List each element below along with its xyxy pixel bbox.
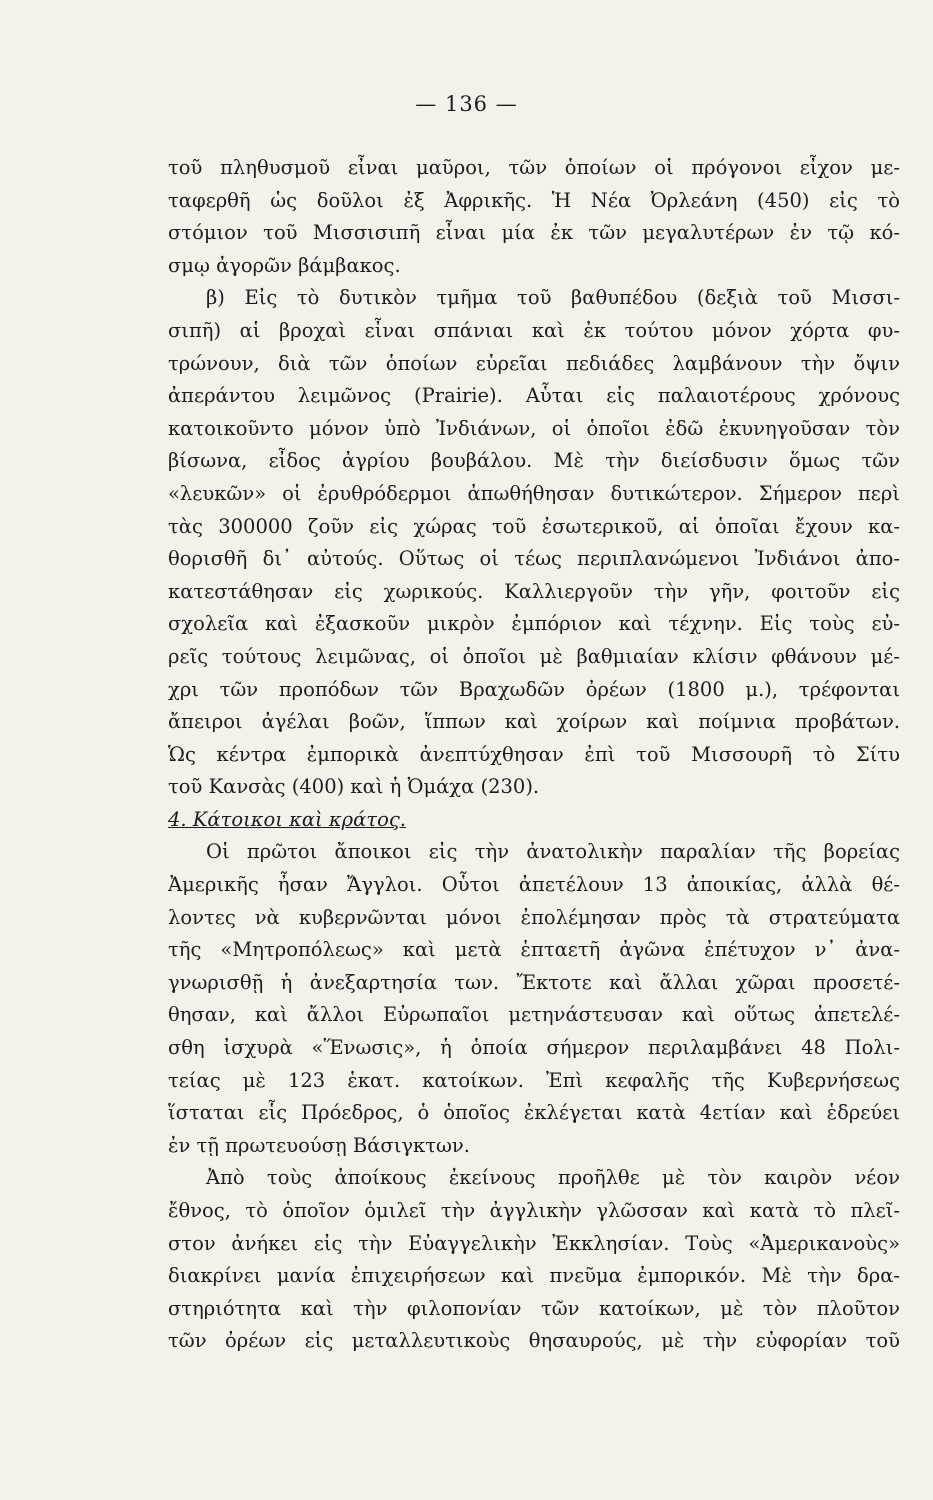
text-line: τοῦ πληθυσμοῦ εἶναι μαῦροι, τῶν ὁποίων οἱ πρόγονοι εἶχον με- xyxy=(168,156,900,179)
text-line: τῶν ὀρέων εἰς μεταλλευτικοὺς θησαυρούς, μὲ τὴν εὐφορίαν τοῦ xyxy=(168,1329,900,1353)
text-line: τείας μὲ 123 ἑκατ. κατοίκων. Ἐπὶ κεφαλῆς τῆς Κυβερνήσεως xyxy=(168,1068,900,1092)
text-line: λοντες νὰ κυβερνῶνται μόνοι ἐπολέμησαν πρὸς τὰ στρατεύματα xyxy=(168,905,900,929)
text-line: Οἱ πρῶτοι ἄποικοι εἰς τὴν ἀνατολικὴν παραλίαν τῆς βορείας xyxy=(206,840,900,864)
text-line: σιπῆ) αἱ βροχαὶ εἶναι σπάνιαι καὶ ἐκ τούτου μόνον χόρτα φυ- xyxy=(168,318,900,342)
section-heading-text: 4. Κάτοικοι καὶ κράτος. xyxy=(168,807,406,831)
text-line: Ἀπὸ τοὺς ἀποίκους ἐκείνους προῆλθε μὲ τὸν καιρὸν νέον xyxy=(206,1166,900,1190)
page-number: — 136 — xyxy=(415,92,518,116)
body-text xyxy=(168,152,900,1358)
text-line: γνωρισθῇ ἡ ἀνεξαρτησία των. Ἔκτοτε καὶ ἄλλαι χῶραι προσετέ- xyxy=(168,970,900,994)
text-line: ἀπεράντου λειμῶνος (Prairie). Αὗται εἰς παλαιοτέρους χρόνους xyxy=(168,384,900,408)
text-line: θησαν, καὶ ἄλλοι Εὐρωπαῖοι μετηνάστευσαν καὶ οὕτως ἀπετελέ- xyxy=(168,1003,900,1027)
text-line: τοῦ Κανσὰς (400) καὶ ἡ Ὀμάχα (230). xyxy=(168,775,540,799)
text-line: κατοικοῦντο μόνον ὑπὸ Ἰνδιάνων, οἱ ὁποῖοι ἐδῶ ἐκυνηγοῦσαν τὸν xyxy=(168,416,900,440)
section-heading xyxy=(168,804,900,837)
text-line: διακρίνει μανία ἐπιχειρήσεων καὶ πνεῦμα ἐμπορικόν. Μὲ τὴν δρα- xyxy=(168,1264,900,1288)
text-line: στηριότητα καὶ τὴν φιλοπονίαν τῶν κατοίκων, μὲ τὸν πλοῦτον xyxy=(168,1296,900,1320)
text-line: «λευκῶν» οἱ ἐρυθρόδερμοι ἀπωθήθησαν δυτικώτερον. Σήμερον περὶ xyxy=(168,481,900,505)
text-line: τρώνουν, διὰ τῶν ὁποίων εὑρεῖαι πεδιάδες λαμβάνουν τὴν ὄψιν xyxy=(168,351,900,375)
text-line: τῆς «Μητροπόλεως» καὶ μετὰ ἑπταετῆ ἀγῶνα ἐπέτυχον ν᾿ ἀνα- xyxy=(168,938,900,962)
text-line: στον ἀνήκει εἰς τὴν Εὐαγγελικὴν Ἐκκλησίαν. Τοὺς «Ἀμερικανοὺς» xyxy=(168,1231,900,1255)
text-line: στόμιον τοῦ Μισσισιπῆ εἶναι μία ἐκ τῶν μεγαλυτέρων ἐν τῷ κό- xyxy=(168,221,900,245)
text-line: σθη ἰσχυρὰ «Ἕνωσις», ἡ ὁποία σήμερον περιλαμβάνει 48 Πολι- xyxy=(168,1036,900,1060)
text-line: ἵσταται εἷς Πρόεδρος, ὁ ὁποῖος ἐκλέγεται κατὰ 4ετίαν καὶ ἑδρεύει xyxy=(168,1101,900,1125)
text-line: ἄπειροι ἀγέλαι βοῶν, ἵππων καὶ χοίρων καὶ ποίμνια προβάτων. xyxy=(168,710,900,734)
text-line: βίσωνα, εἶδος ἀγρίου βουβάλου. Μὲ τὴν διείσδυσιν ὅμως τῶν xyxy=(168,449,900,473)
text-line: ἔθνος, τὸ ὁποῖον ὁμιλεῖ τὴν ἀγγλικὴν γλῶσσαν καὶ κατὰ τὸ πλεῖ- xyxy=(168,1199,900,1222)
text-line: Ὡς κέντρα ἐμπορικὰ ἀνεπτύχθησαν ἐπὶ τοῦ Μισσουρῆ τὸ Σίτυ xyxy=(168,742,900,766)
text-line: τὰς 300000 ζοῦν εἰς χώρας τοῦ ἐσωτερικοῦ, αἱ ὁποῖαι ἔχουν κα- xyxy=(168,514,900,538)
text-line: ρεῖς τούτους λειμῶνας, οἱ ὁποῖοι μὲ βαθμιαίαν κλίσιν φθάνουν μέ- xyxy=(168,644,900,668)
text-line: θορισθῆ δι᾿ αὐτούς. Οὕτως οἱ τέως περιπλανώμενοι Ἰνδιάνοι ἀπο- xyxy=(168,547,900,571)
text-line: Ἀμερικῆς ἦσαν Ἄγγλοι. Οὗτοι ἀπετέλουν 13 ἀποικίας, ἀλλὰ θέ- xyxy=(168,873,900,897)
text-line: ταφερθῆ ὡς δοῦλοι ἐξ Ἀφρικῆς. Ἡ Νέα Ὀρλεάνη (450) εἰς τὸ xyxy=(168,188,900,212)
text-line: χρι τῶν προπόδων τῶν Βραχωδῶν ὀρέων (1800 μ.), τρέφονται xyxy=(168,677,900,701)
text-line: κατεστάθησαν εἰς χωρικούς. Καλλιεργοῦν τὴν γῆν, φοιτοῦν εἰς xyxy=(168,579,900,603)
text-line: σμῳ ἀγορῶν βάμβακος. xyxy=(168,253,401,277)
text-line: β) Εἰς τὸ δυτικὸν τμῆμα τοῦ βαθυπέδου (δεξιὰ τοῦ Μισσι- xyxy=(206,286,900,310)
text-line: σχολεῖα καὶ ἐξασκοῦν μικρὸν ἐμπόριον καὶ τέχνην. Εἰς τοὺς εὐ- xyxy=(168,612,900,636)
text-line: ἐν τῇ πρωτευούσῃ Βάσιγκτων. xyxy=(168,1133,470,1157)
